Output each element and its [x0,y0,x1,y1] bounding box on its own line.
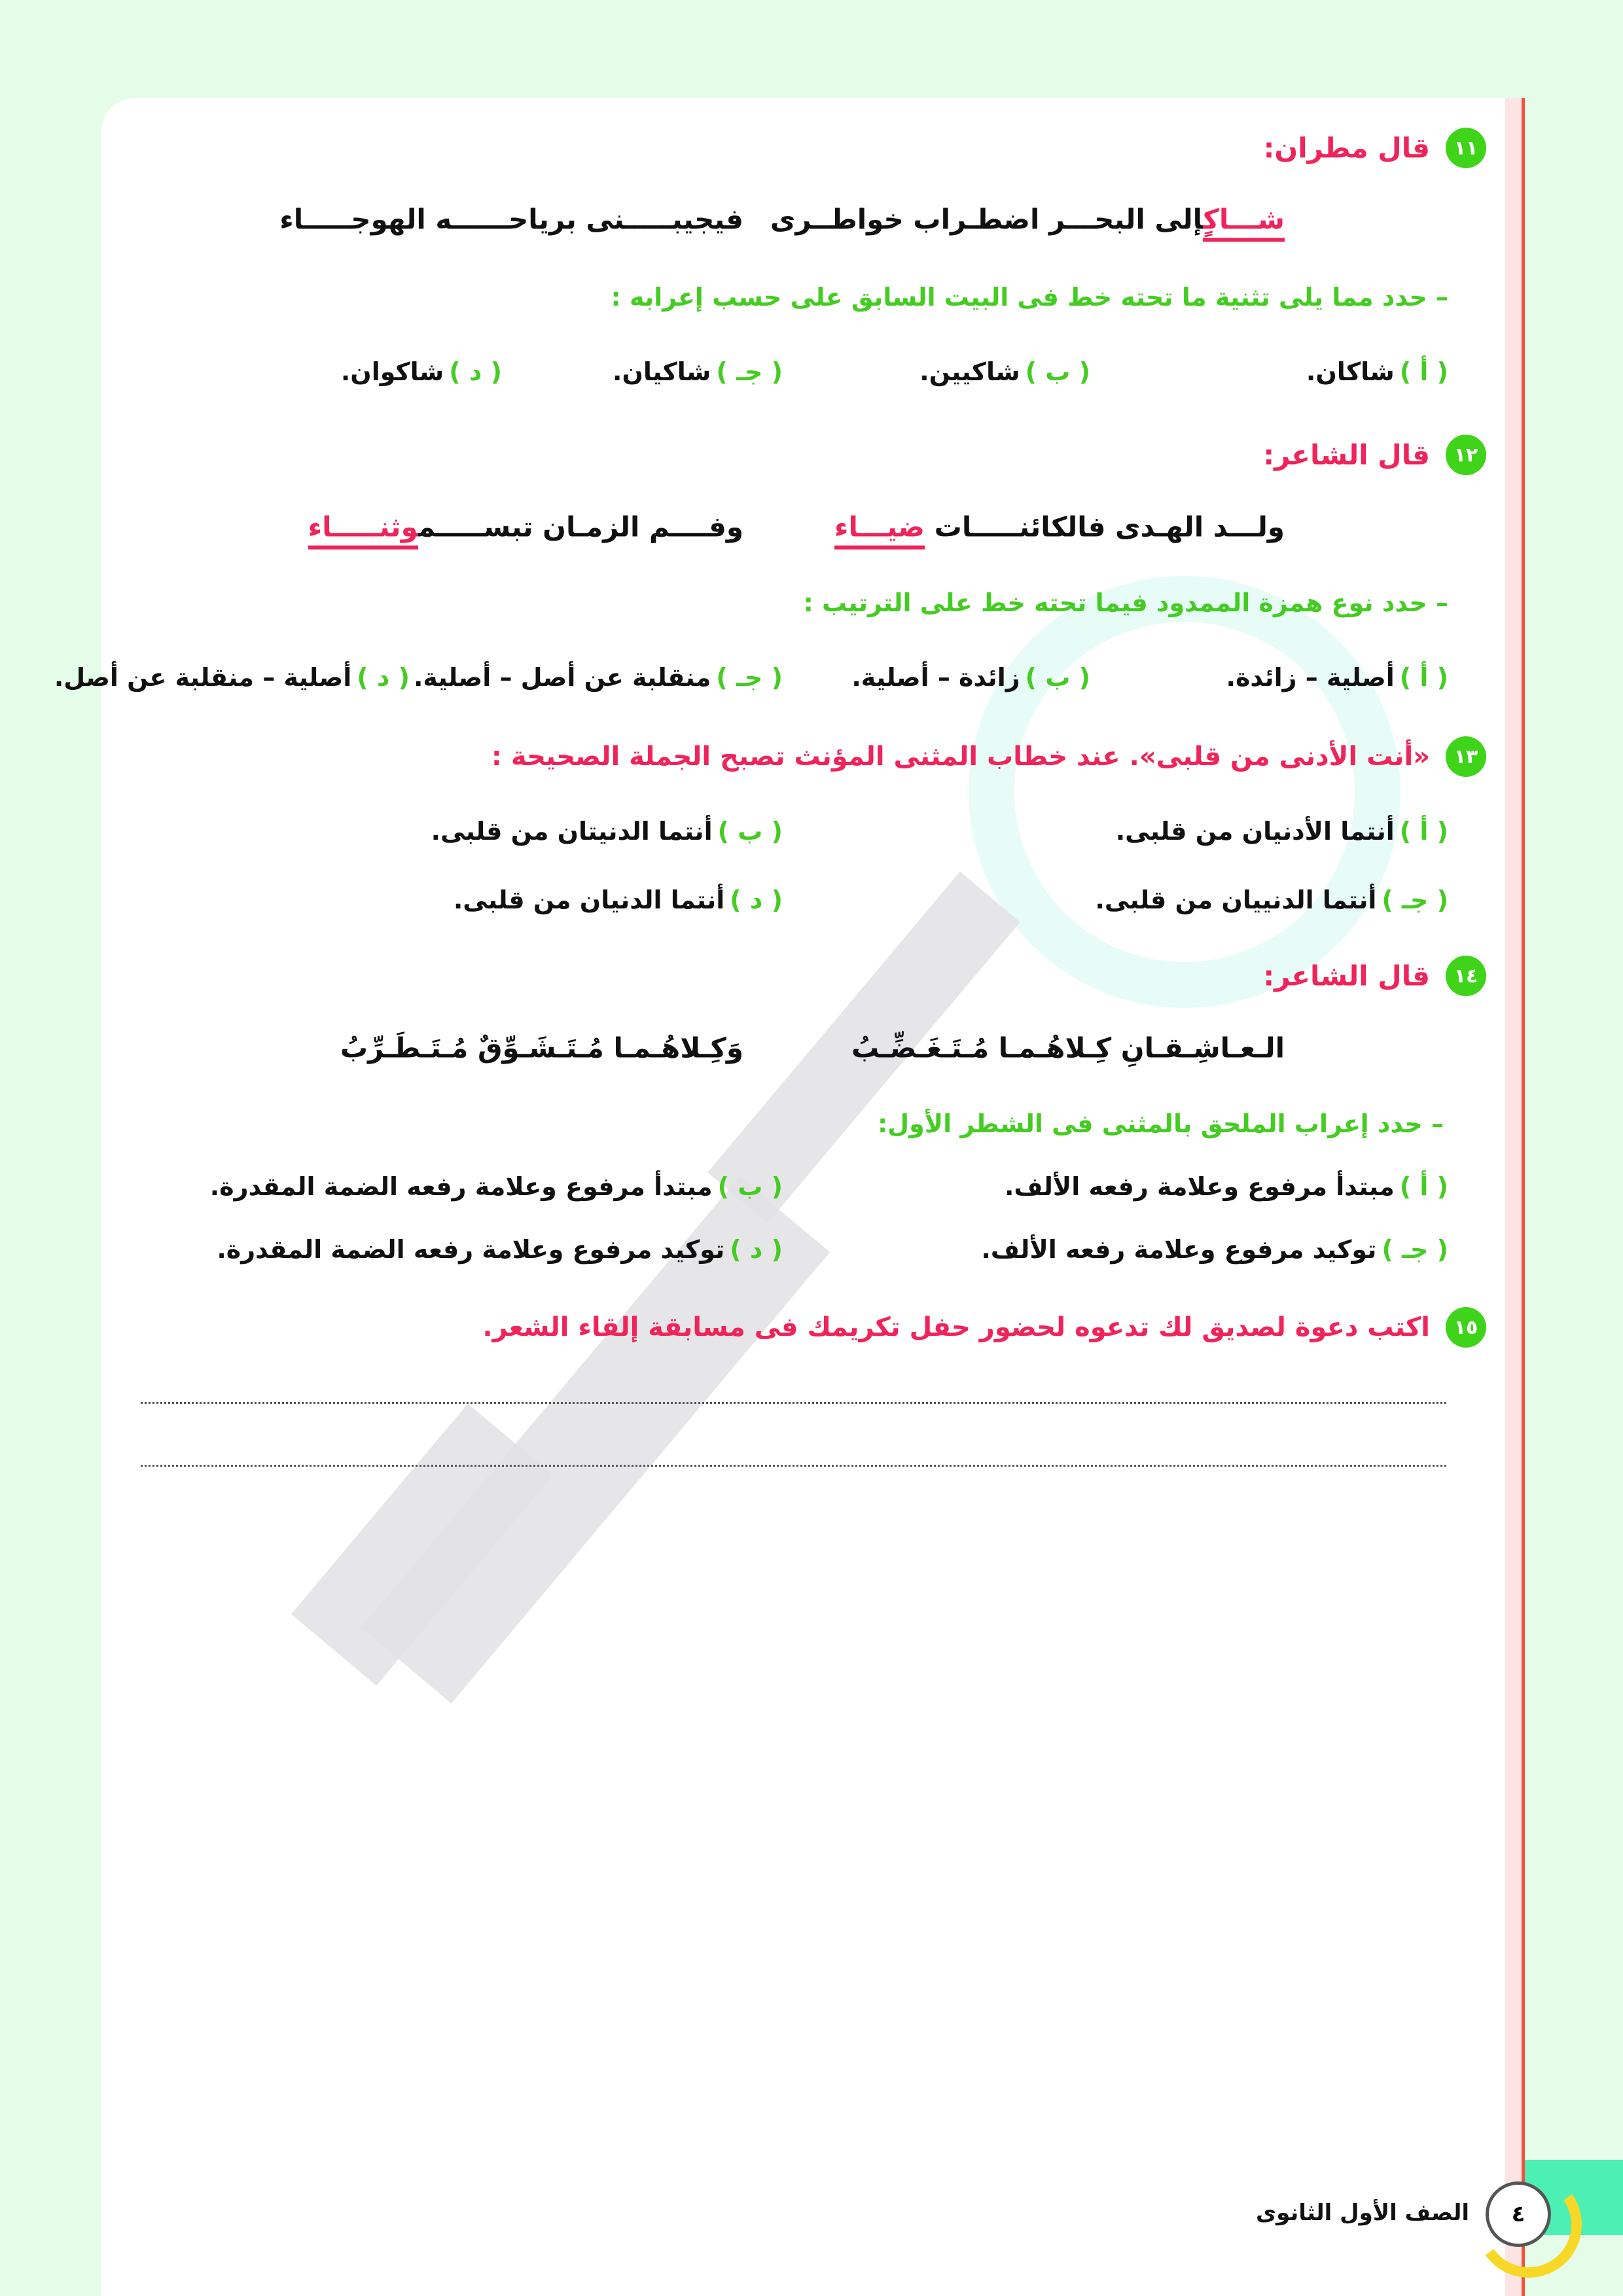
question-title: قال مطران: [1263,132,1430,164]
option-c[interactable] [981,1235,1448,1264]
underlined-word: وثنـــــاء [308,511,418,550]
margin-line [1522,98,1525,2296]
answer-line[interactable] [141,1402,1446,1404]
question-number: ١٢ [1446,435,1486,475]
option-text: أنتما الأدنيان من قلبى. [1115,817,1395,846]
option-b[interactable] [851,663,1090,692]
option-text: منقلبة عن أصل – أصلية. [413,663,711,692]
page-number: ٤ [1486,2181,1551,2247]
option-label: ( أ ) [1399,817,1448,846]
grade-label: الصف الأول الثانوى [1255,2200,1469,2226]
option-text: مبتدأ مرفوع وعلامة رفعه الضمة المقدرة. [209,1172,713,1201]
option-d[interactable] [341,357,502,386]
verse-text: إلى البحـــر اضطـراب خواطــرى [770,203,1204,236]
option-label: ( جـ ) [1382,1235,1448,1264]
question-number: ١٤ [1446,956,1486,996]
option-label: ( د ) [449,357,502,386]
option-a[interactable] [1226,663,1448,692]
verse-first-hemistich: الـعـاشِـقـانِ كِـلاهُـمـا مُـتَـغَـضِّـبُ [851,1031,1285,1064]
option-text: شاكيين. [919,357,1020,386]
option-text: زائدة – أصلية. [851,663,1020,692]
option-text: أنتما الدنيتان من قلبى. [431,817,713,846]
option-label: ( د ) [730,886,783,914]
instruction: – حدد نوع همزة الممدود فيما تحته خط على الترتيب : [803,588,1448,617]
question-title: اكتب دعوة لصديق لك تدعوه لحضور حفل تكريمك فى مسابقة إلقاء الشعر. [482,1312,1430,1342]
option-a[interactable] [1116,817,1448,846]
question-title: «أنت الأدنى من قلبى». عند خطاب المثنى المؤنث تصبح الجملة الصحيحة : [491,742,1430,772]
option-b[interactable] [431,817,783,846]
verse-second-hemistich: وَكِـلاهُـمـا مُـتَـشَـوِّقٌ مُـتَـطَـرِّبُ [340,1031,743,1064]
question-number: ١١ [1446,128,1486,168]
option-label: ( أ ) [1399,357,1448,386]
option-text: شاكوان. [340,357,444,386]
instruction: – حدد مما يلى تثنية ما تحته خط فى البيت السابق على حسب إعرابه : [611,283,1448,312]
option-text: أصلية – منقلبة عن أصل. [54,663,352,692]
option-c[interactable] [414,663,783,692]
option-label: ( د ) [730,1235,783,1264]
option-text: شاكيان. [613,357,711,386]
option-text: توكيد مرفوع وعلامة رفعه الضمة المقدرة. [217,1235,725,1264]
option-label: ( د ) [357,663,410,692]
option-label: ( جـ ) [716,357,783,386]
option-b[interactable] [919,357,1090,386]
option-text: أنتما الدنيان من قلبى. [453,886,725,914]
option-d[interactable] [454,886,783,914]
option-text: شاكان. [1306,357,1395,386]
option-c[interactable] [613,357,783,386]
option-d[interactable] [217,1235,783,1264]
instruction: – حدد إعراب الملحق بالمثنى فى الشطر الأول: [877,1109,1444,1138]
option-a[interactable] [1005,1172,1448,1201]
option-a[interactable] [1306,357,1448,386]
option-c[interactable] [1095,886,1448,914]
verse-second-hemistich [308,511,743,543]
option-label: ( ب ) [717,1172,783,1201]
verse-text: ولـــد الهـدى فالكائنـــــات [934,511,1285,543]
question-title: قال الشاعر: [1263,960,1430,992]
answer-line[interactable] [141,1465,1446,1467]
question-title: قال الشاعر: [1263,439,1430,471]
underlined-word: ضيـــاء [834,511,925,550]
option-text: مبتدأ مرفوع وعلامة رفعه الألف. [1004,1172,1395,1201]
option-text: توكيد مرفوع وعلامة رفعه الألف. [981,1235,1377,1264]
option-text: أنتما الدنييان من قلبى. [1095,886,1377,914]
verse-first-hemistich [770,204,1285,236]
option-label: ( جـ ) [1382,886,1448,914]
option-text: أصلية – زائدة. [1226,663,1395,692]
watermark-circle [969,576,1400,1008]
option-label: ( أ ) [1399,1172,1448,1201]
option-label: ( ب ) [717,817,783,846]
question-number: ١٣ [1446,736,1486,777]
verse-first-hemistich [834,511,1285,543]
option-b[interactable] [210,1172,783,1201]
verse-text: وفــــم الزمـان تبســـــم [418,511,743,543]
underlined-word: شـــاكٍ [1203,204,1285,242]
option-label: ( أ ) [1399,663,1448,692]
question-number: ١٥ [1446,1307,1486,1348]
option-d[interactable] [54,663,410,692]
option-label: ( ب ) [1025,357,1090,386]
option-label: ( جـ ) [716,663,783,692]
verse-second-hemistich: فيجيبـــــنى برياحــــــه الهوجـــــاء [279,203,743,236]
option-label: ( ب ) [1025,663,1090,692]
